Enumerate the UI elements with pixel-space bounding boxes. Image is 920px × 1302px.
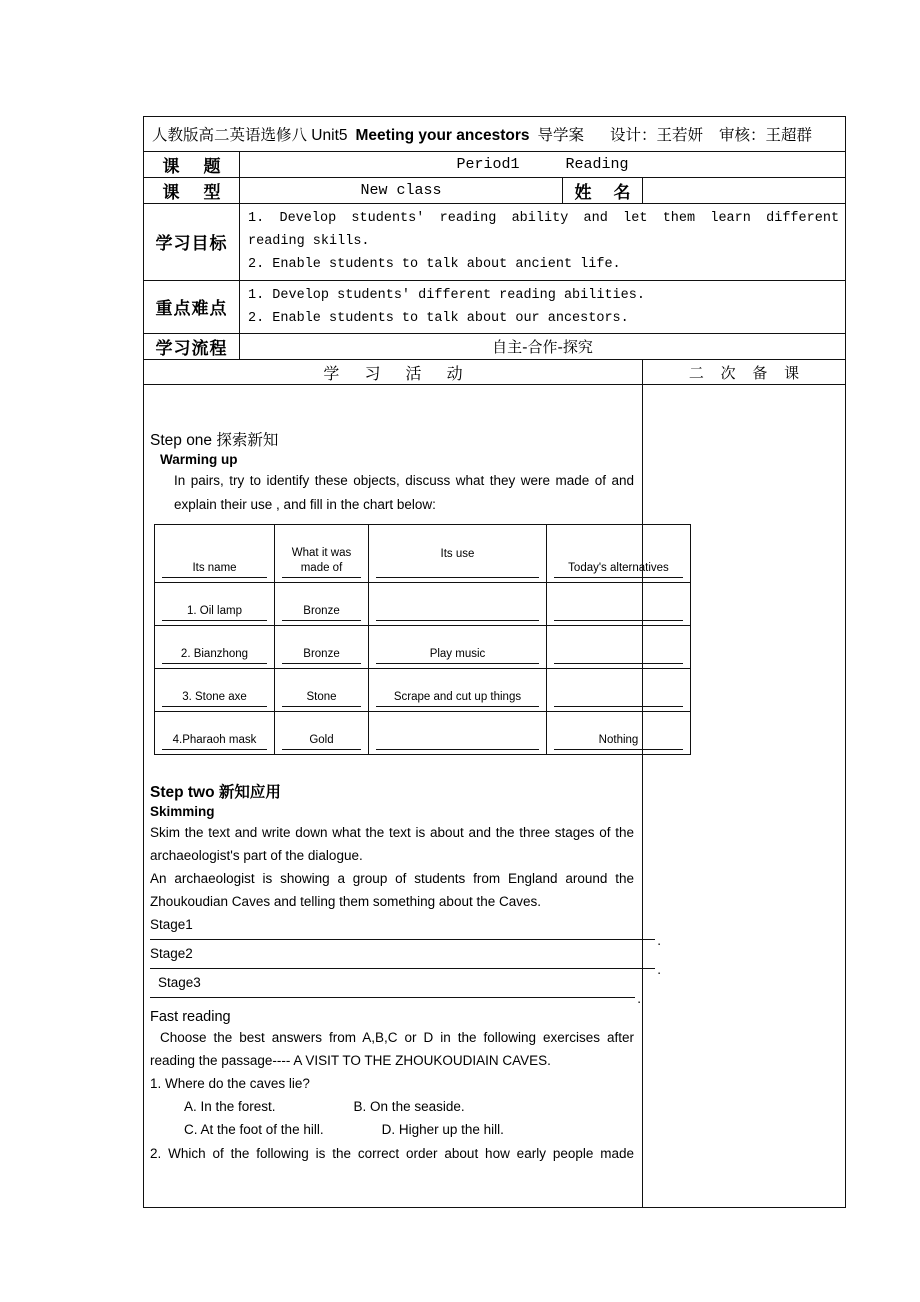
object-material-cell[interactable] <box>275 711 369 754</box>
activity-column-header: 学 习 活 动 <box>144 360 643 385</box>
stage3-label: Stage3 <box>158 974 201 990</box>
fast-reading-instruction: Choose the best answers from A,B,C or D in the following exercises after reading the passage---- A VISIT TO THE ZHOUKOUDIAIN CAVES. <box>150 1029 634 1068</box>
title-chinese-suffix: 导学案 <box>537 127 585 144</box>
skimming-context: An archaeologist is showing a group of students from England around the Zhoukoudian Caves and telling them something about the Caves. <box>150 871 634 910</box>
object-material-cell[interactable] <box>275 582 369 625</box>
document-title <box>144 117 846 152</box>
object-material-value: Gold <box>282 733 361 750</box>
table-row <box>155 668 691 711</box>
question-1-options-cd <box>184 1118 634 1141</box>
goal-item-2: 2. Enable students to talk about ancient life. <box>248 257 621 273</box>
col-header-its-use <box>369 524 547 582</box>
object-name-value: 3. Stone axe <box>162 690 267 707</box>
object-name-value: 1. Oil lamp <box>162 604 267 621</box>
option-1b[interactable]: B. On the seaside. <box>353 1099 465 1115</box>
col-header-made-of <box>275 524 369 582</box>
object-material-value: Stone <box>282 690 361 707</box>
topic-row <box>144 152 846 178</box>
class-type-label: 课 型 <box>144 178 240 204</box>
fast-reading-title: Fast reading <box>150 1008 231 1025</box>
option-1c[interactable]: C. At the foot of the hill. <box>184 1122 324 1138</box>
object-use-value <box>376 605 539 621</box>
learning-goals-label: 学习目标 <box>144 204 240 281</box>
col-header-its-name-text: Its name <box>162 561 267 578</box>
object-name-value: 4.Pharaoh mask <box>162 733 267 750</box>
option-1d[interactable]: D. Higher up the hill. <box>381 1122 504 1138</box>
object-material-value: Bronze <box>282 647 361 664</box>
topic-period: Period1 <box>456 156 520 173</box>
object-material-cell[interactable] <box>275 668 369 711</box>
table-row <box>155 582 691 625</box>
title-row <box>144 117 846 152</box>
prep-notes-cell[interactable] <box>643 385 846 1208</box>
col-header-alternatives-text: Today's alternatives <box>554 561 683 578</box>
learning-flow-label: 学习流程 <box>144 334 240 360</box>
activity-header-row <box>144 360 846 385</box>
objects-chart <box>154 524 691 755</box>
option-1a[interactable]: A. In the forest. <box>184 1099 276 1115</box>
object-use-cell[interactable] <box>369 582 547 625</box>
designer-label: 设计：王若妍 <box>610 127 704 144</box>
col-header-made-of-line1: What it was <box>291 546 352 559</box>
stage3-answer-blank[interactable] <box>150 990 641 1006</box>
key-points-label: 重点难点 <box>144 280 240 333</box>
object-name-cell[interactable] <box>155 711 275 754</box>
learning-goals-content <box>240 204 846 281</box>
object-use-value <box>376 734 539 750</box>
step-one-title: Step one 探索新知 <box>150 432 279 450</box>
key-points-row <box>144 280 846 333</box>
question-2: 2. Which of the following is the correct order about how early people made <box>150 1145 634 1161</box>
learning-flow-row <box>144 334 846 360</box>
table-row <box>155 711 691 754</box>
key-points-content <box>240 280 846 333</box>
stage3-period: . <box>637 990 641 1006</box>
object-use-cell[interactable] <box>369 668 547 711</box>
col-header-its-use-rule <box>376 562 539 578</box>
step-two-title: Step two 新知应用 <box>150 783 281 801</box>
student-name-field[interactable] <box>643 178 846 204</box>
class-type-row <box>144 178 846 204</box>
reviewer-label: 审核：王超群 <box>719 127 813 144</box>
warming-up-instruction: In pairs, try to identify these objects, discuss what they were made of and explain their use , and fill in the chart below: <box>174 473 634 512</box>
stage2-answer-blank[interactable] <box>150 961 661 977</box>
object-use-cell[interactable] <box>369 711 547 754</box>
activity-body-row <box>144 385 846 1208</box>
stage1-answer-blank[interactable] <box>150 932 661 948</box>
col-header-its-use-text: Its use <box>440 547 475 560</box>
object-use-cell[interactable] <box>369 625 547 668</box>
learning-goals-row <box>144 204 846 281</box>
table-row <box>155 625 691 668</box>
object-alternative-value: Nothing <box>554 733 683 750</box>
object-material-cell[interactable] <box>275 625 369 668</box>
object-use-value: Scrape and cut up things <box>376 690 539 707</box>
objects-chart-header-row <box>155 524 691 582</box>
key-point-2: 2. Enable students to talk about our ancestors. <box>248 310 629 326</box>
skimming-heading: Skimming <box>150 803 215 819</box>
lesson-plan-table <box>143 116 846 1208</box>
activity-body <box>144 385 669 1208</box>
skimming-instruction: Skim the text and write down what the text is about and the three stages of the archaeologist's part of the dialogue. <box>150 824 634 864</box>
col-header-made-of-line2: made of <box>282 561 361 578</box>
key-point-1: 1. Develop students' different reading abilities. <box>248 287 645 303</box>
topic-reading: Reading <box>565 156 629 173</box>
object-name-cell[interactable] <box>155 668 275 711</box>
learning-flow-value: 自主-合作-探究 <box>240 334 846 360</box>
topic-label: 课 题 <box>144 152 240 178</box>
question-1-options-ab <box>184 1095 634 1118</box>
stage2-period: . <box>657 961 661 977</box>
prep-column-header: 二 次 备 课 <box>643 360 846 385</box>
object-name-cell[interactable] <box>155 582 275 625</box>
title-english-unit: Meeting your ancestors <box>355 127 530 144</box>
student-name-label: 姓 名 <box>563 178 643 204</box>
goal-item-1: 1. Develop students' reading ability and let them learn different reading skills. <box>248 211 840 250</box>
stage1-label: Stage1 <box>150 916 193 932</box>
topic-value <box>240 152 846 178</box>
title-chinese-prefix: 人教版高二英语选修八 Unit5 <box>152 127 348 144</box>
class-type-value: New class <box>240 178 563 204</box>
stage2-label: Stage2 <box>150 945 193 961</box>
object-use-value: Play music <box>376 647 539 664</box>
object-material-value: Bronze <box>282 604 361 621</box>
question-1: 1. Where do the caves lie? <box>150 1075 310 1091</box>
warming-up-heading: Warming up <box>160 452 238 468</box>
stage1-period: . <box>657 932 661 948</box>
object-name-value: 2. Bianzhong <box>162 647 267 664</box>
col-header-its-name <box>155 524 275 582</box>
object-name-cell[interactable] <box>155 625 275 668</box>
